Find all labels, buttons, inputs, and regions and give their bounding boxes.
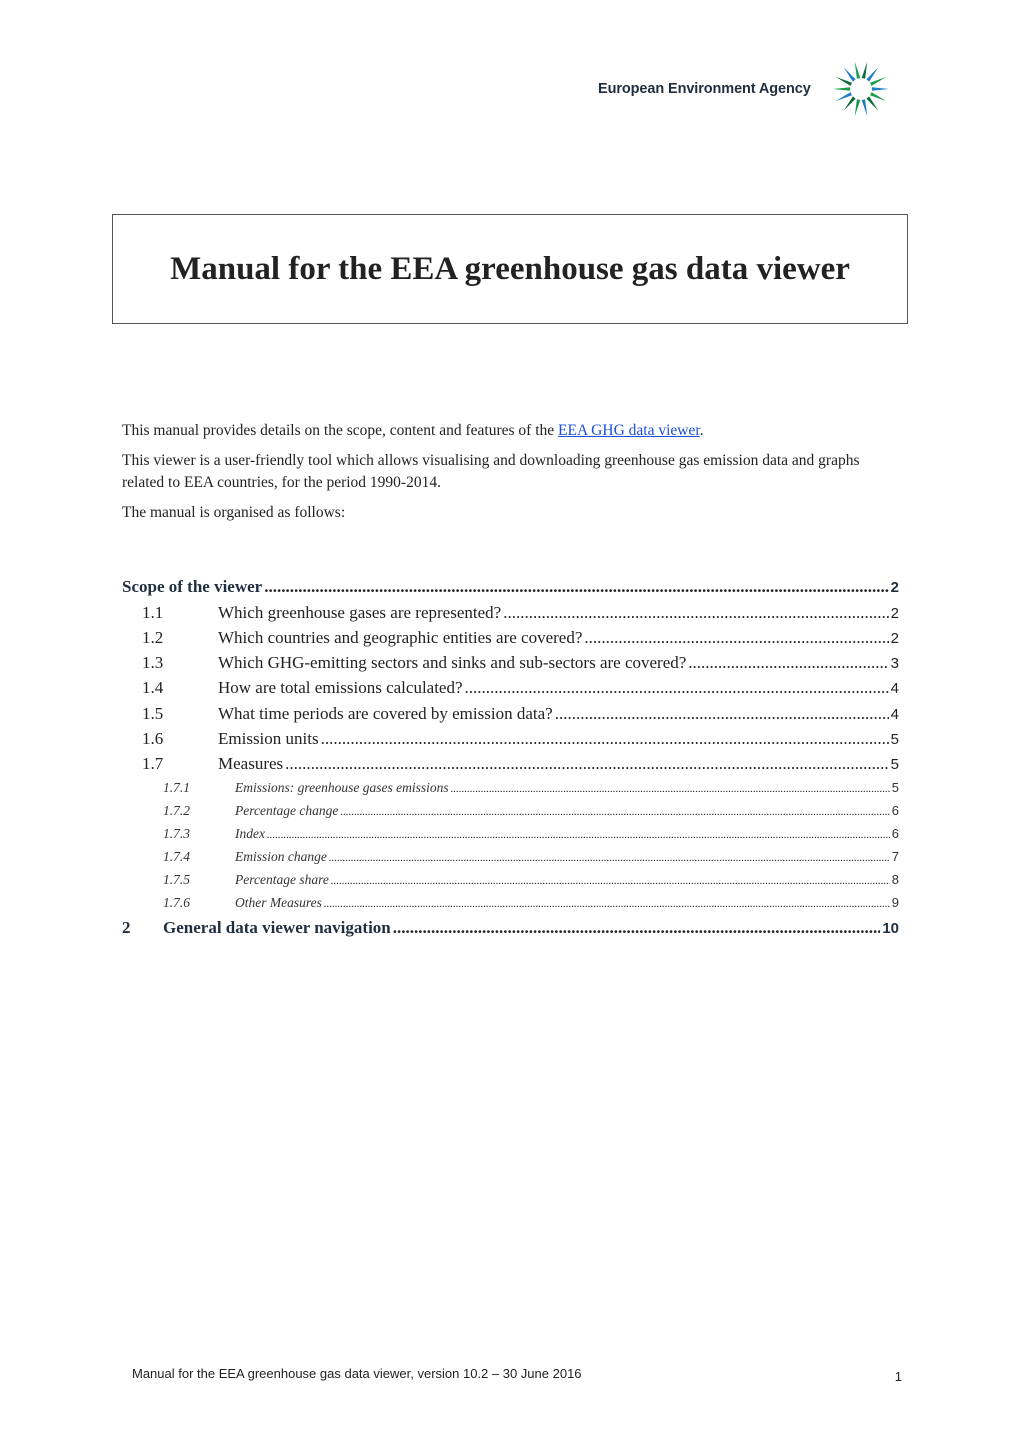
logo-petal bbox=[844, 67, 856, 81]
logo-petal bbox=[866, 67, 878, 81]
logo-petal bbox=[844, 96, 856, 110]
toc-leader bbox=[267, 826, 890, 842]
toc-page: 2 bbox=[890, 579, 899, 596]
toc-number: 1.2 bbox=[142, 627, 164, 647]
toc-leader bbox=[324, 895, 890, 911]
toc-number: 1.7.4 bbox=[163, 848, 190, 864]
logo-petal bbox=[855, 62, 861, 79]
toc-entry[interactable] bbox=[122, 729, 899, 754]
toc-entry[interactable] bbox=[122, 628, 899, 653]
toc-page: 2 bbox=[890, 604, 899, 622]
toc-page: 6 bbox=[891, 825, 899, 841]
toc-number: 1.7.1 bbox=[163, 779, 190, 795]
toc-page: 5 bbox=[891, 779, 899, 795]
eea-logo-icon bbox=[830, 58, 892, 120]
logo-petal bbox=[862, 62, 868, 79]
document-title: Manual for the EEA greenhouse gas data viewer bbox=[170, 250, 850, 287]
footer-page-number: 1 bbox=[894, 1369, 902, 1384]
toc-entry-scope[interactable] bbox=[122, 577, 899, 603]
toc-number: 1.7 bbox=[142, 754, 164, 774]
toc-page: 4 bbox=[890, 705, 899, 723]
intro-paragraph-3: The manual is organised as follows: bbox=[122, 504, 346, 521]
logo-petal bbox=[870, 92, 886, 101]
toc-leader bbox=[503, 603, 888, 623]
toc-subentry[interactable] bbox=[122, 895, 899, 918]
toc-label: Other Measures bbox=[235, 895, 322, 911]
logo-petal bbox=[866, 96, 878, 110]
toc-number: 1.7.6 bbox=[163, 895, 190, 911]
intro-section bbox=[122, 420, 902, 532]
logo-petal bbox=[862, 99, 868, 116]
toc-label: Index bbox=[235, 825, 265, 841]
logo-petal bbox=[836, 92, 852, 101]
toc-leader bbox=[264, 577, 888, 597]
toc-label: What time periods are covered by emission data? bbox=[218, 703, 553, 723]
toc-number: 1.4 bbox=[142, 678, 164, 698]
toc-leader bbox=[451, 780, 890, 796]
logo-petal bbox=[833, 87, 850, 91]
toc-page: 5 bbox=[890, 731, 899, 749]
toc-leader bbox=[285, 754, 889, 774]
toc-number: 2 bbox=[122, 918, 131, 938]
agency-name: European Environment Agency bbox=[598, 81, 811, 97]
toc-number: 1.6 bbox=[142, 729, 164, 749]
title-box bbox=[112, 214, 908, 324]
toc-leader bbox=[465, 678, 889, 698]
toc-entry-general-navigation[interactable] bbox=[122, 918, 899, 943]
intro-paragraph-2: This viewer is a user-friendly tool which allows visualising and downloading greenhouse gas emission data and graphs related to EEA countries, for the period 1990-2014. bbox=[122, 452, 860, 491]
toc-page: 8 bbox=[891, 872, 899, 888]
toc-subentry[interactable] bbox=[122, 780, 899, 803]
toc-leader bbox=[331, 872, 890, 888]
logo-petal bbox=[872, 87, 889, 91]
toc-label: Emission units bbox=[218, 729, 319, 749]
toc-label: Which GHG-emitting sectors and sinks and sub-sectors are covered? bbox=[218, 653, 687, 673]
toc-page: 3 bbox=[890, 655, 899, 673]
toc-leader bbox=[329, 849, 890, 865]
toc-label: Percentage change bbox=[235, 802, 339, 818]
toc-label: Percentage share bbox=[235, 872, 329, 888]
toc-entry[interactable] bbox=[122, 653, 899, 678]
intro-paragraph-1 bbox=[122, 420, 902, 442]
toc-entry[interactable] bbox=[122, 754, 899, 779]
toc-number: 1.1 bbox=[142, 602, 164, 622]
footer-text: Manual for the EEA greenhouse gas data viewer, version 10.2 – 30 June 2016 bbox=[132, 1366, 582, 1381]
logo-petal bbox=[870, 77, 886, 86]
toc-number: 1.5 bbox=[142, 703, 164, 723]
toc-page: 9 bbox=[891, 895, 899, 911]
toc-entry[interactable] bbox=[122, 678, 899, 703]
toc-label: Emissions: greenhouse gases emissions bbox=[235, 779, 449, 795]
toc-label: Scope of the viewer bbox=[122, 577, 263, 596]
toc-page: 5 bbox=[890, 756, 899, 774]
toc-page: 6 bbox=[891, 802, 899, 818]
intro-period: . bbox=[699, 422, 704, 439]
toc-subentry[interactable] bbox=[122, 872, 899, 895]
toc-number: 1.7.3 bbox=[163, 825, 190, 841]
toc-number: 1.3 bbox=[142, 653, 164, 673]
toc-subentry[interactable] bbox=[122, 826, 899, 849]
toc-leader bbox=[340, 803, 889, 819]
toc-entry[interactable] bbox=[122, 704, 899, 729]
toc-label: How are total emissions calculated? bbox=[218, 678, 463, 698]
header-logo bbox=[598, 58, 898, 120]
toc-leader bbox=[393, 918, 881, 938]
toc-label: Measures bbox=[218, 754, 284, 774]
intro-text: This manual provides details on the scope, content and features of the bbox=[122, 422, 559, 439]
logo-petal bbox=[855, 99, 861, 116]
toc-label: Which countries and geographic entities are covered? bbox=[218, 627, 583, 647]
toc-subentry[interactable] bbox=[122, 849, 899, 872]
toc-page: 2 bbox=[890, 629, 899, 647]
toc-label: Which greenhouse gases are represented? bbox=[218, 602, 502, 622]
ghg-data-viewer-link[interactable]: EEA GHG data viewer bbox=[558, 422, 700, 439]
toc-number: 1.7.2 bbox=[163, 802, 190, 818]
toc-number: 1.7.5 bbox=[163, 872, 190, 888]
logo-petal bbox=[836, 77, 852, 86]
table-of-contents bbox=[122, 577, 899, 943]
toc-entry[interactable] bbox=[122, 603, 899, 628]
toc-leader bbox=[555, 704, 889, 724]
logo-center bbox=[853, 81, 869, 97]
toc-leader bbox=[584, 628, 888, 648]
toc-page: 4 bbox=[890, 680, 899, 698]
toc-page: 7 bbox=[891, 848, 899, 864]
toc-page: 10 bbox=[882, 920, 899, 938]
toc-leader bbox=[321, 729, 889, 749]
toc-leader bbox=[688, 653, 888, 673]
toc-label: General data viewer navigation bbox=[163, 918, 391, 938]
toc-subentry[interactable] bbox=[122, 803, 899, 826]
toc-label: Emission change bbox=[235, 848, 327, 864]
